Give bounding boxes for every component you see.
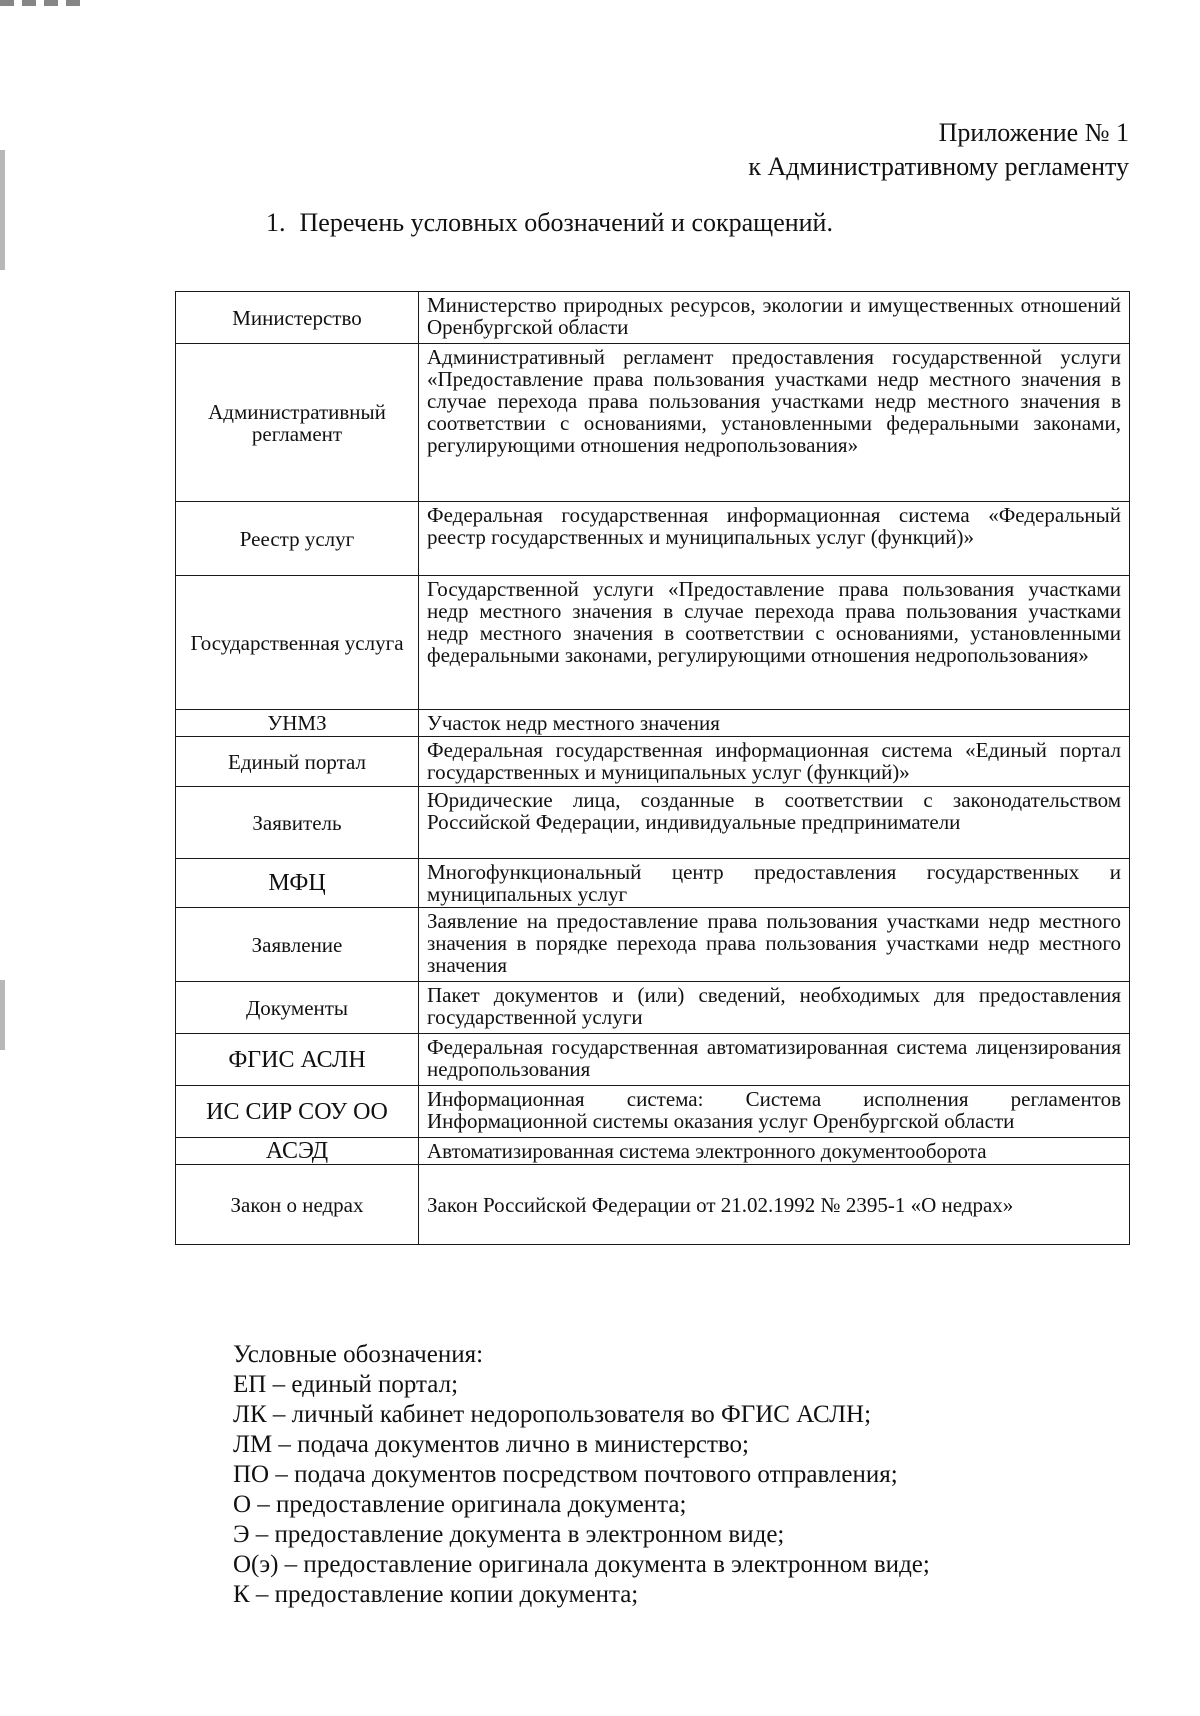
table-row: [176, 908, 1130, 982]
definition-cell: Информационная система: Система исполнения регламентов Информационной системы оказания услуг Оренбургской области: [419, 1086, 1130, 1138]
term-cell: Министерство: [176, 292, 419, 344]
table-row: [176, 859, 1130, 908]
table-row: [176, 1165, 1130, 1245]
definition-cell: Государственной услуги «Предоставление права пользования участками недр местного значения в случае перехода права пользования участками недр местного значения в соответствии с основаниями, установленными федеральными законами, регулирующими отношения недропользования»: [419, 576, 1130, 710]
definition-cell: Участок недр местного значения: [419, 710, 1130, 737]
table-row: [176, 1034, 1130, 1086]
term-cell: Заявитель: [176, 787, 419, 859]
section-heading: [266, 206, 833, 240]
legend-block: [233, 1340, 930, 1610]
appendix-header: [748, 116, 1129, 184]
term-cell: Государственная услуга: [176, 576, 419, 710]
term-cell: Административный регламент: [176, 344, 419, 502]
definition-cell: Административный регламент предоставления государственной услуги «Предоставление права пользования участками недр местного значения в случае перехода права пользования участками недр местного значения в соответствии с основаниями, установленными федеральными законами, регулирующими отношения недропользования»: [419, 344, 1130, 502]
legend-item: ЛМ – подача документов лично в министерство;: [233, 1431, 749, 1458]
term-cell: МФЦ: [176, 859, 419, 908]
table-row: [176, 982, 1130, 1034]
legend-item: О(э) – предоставление оригинала документа в электронном виде;: [233, 1551, 930, 1578]
scan-artifact-left-edge: [0, 150, 5, 270]
definition-cell: Пакет документов и (или) сведений, необходимых для предоставления государственной услуги: [419, 982, 1130, 1034]
table-row: [176, 344, 1130, 502]
table-row: [176, 710, 1130, 737]
legend-item: К – предоставление копии документа;: [233, 1581, 639, 1608]
definition-cell: Федеральная государственная информационная система «Федеральный реестр государственных и муниципальных услуг (функций)»: [419, 502, 1130, 576]
definition-cell: Многофункциональный центр предоставления государственных и муниципальных услуг: [419, 859, 1130, 908]
legend-item: ЛК – личный кабинет недоропользователя во ФГИС АСЛН;: [233, 1401, 872, 1428]
scan-artifact-left-edge-lower: [0, 980, 5, 1050]
term-cell: Закон о недрах: [176, 1165, 419, 1245]
table-row: [176, 1138, 1130, 1165]
scan-artifact-top: [0, 0, 80, 6]
table-row: [176, 502, 1130, 576]
definition-cell: Министерство природных ресурсов, экологии и имущественных отношений Оренбургской области: [419, 292, 1130, 344]
legend-item: О – предоставление оригинала документа;: [233, 1491, 687, 1518]
table-row: [176, 292, 1130, 344]
legend-title: Условные обозначения:: [233, 1341, 484, 1368]
legend-item: ЕП – единый портал;: [233, 1371, 459, 1398]
definition-cell: Закон Российской Федерации от 21.02.1992 № 2395-1 «О недрах»: [419, 1165, 1130, 1245]
appendix-number: Приложение № 1: [938, 118, 1129, 147]
legend-item: Э – предоставление документа в электронном виде;: [233, 1521, 785, 1548]
table-row: [176, 1086, 1130, 1138]
section-number: 1.: [266, 208, 286, 237]
term-cell: ИС СИР СОУ ОО: [176, 1086, 419, 1138]
term-cell: Заявление: [176, 908, 419, 982]
term-cell: Документы: [176, 982, 419, 1034]
term-cell: ФГИС АСЛН: [176, 1034, 419, 1086]
term-cell: АСЭД: [176, 1138, 419, 1165]
definition-cell: Юридические лица, созданные в соответствии с законодательством Российской Федерации, индивидуальные предприниматели: [419, 787, 1130, 859]
definition-cell: Заявление на предоставление права пользования участками недр местного значения в порядке перехода права пользования участками недр местного значения: [419, 908, 1130, 982]
table-row: [176, 787, 1130, 859]
table-row: [176, 576, 1130, 710]
term-cell: Единый портал: [176, 737, 419, 787]
table-row: [176, 737, 1130, 787]
term-cell: Реестр услуг: [176, 502, 419, 576]
term-cell: УНМЗ: [176, 710, 419, 737]
abbreviations-table: [175, 291, 1130, 1245]
appendix-reference: к Административному регламенту: [748, 152, 1129, 181]
definition-cell: Федеральная государственная информационная система «Единый портал государственных и муниципальных услуг (функций)»: [419, 737, 1130, 787]
definition-cell: Федеральная государственная автоматизированная система лицензирования недропользования: [419, 1034, 1130, 1086]
definition-cell: Автоматизированная система электронного документооборота: [419, 1138, 1130, 1165]
legend-item: ПО – подача документов посредством почтового отправления;: [233, 1461, 898, 1488]
section-title: Перечень условных обозначений и сокращений.: [299, 208, 833, 237]
